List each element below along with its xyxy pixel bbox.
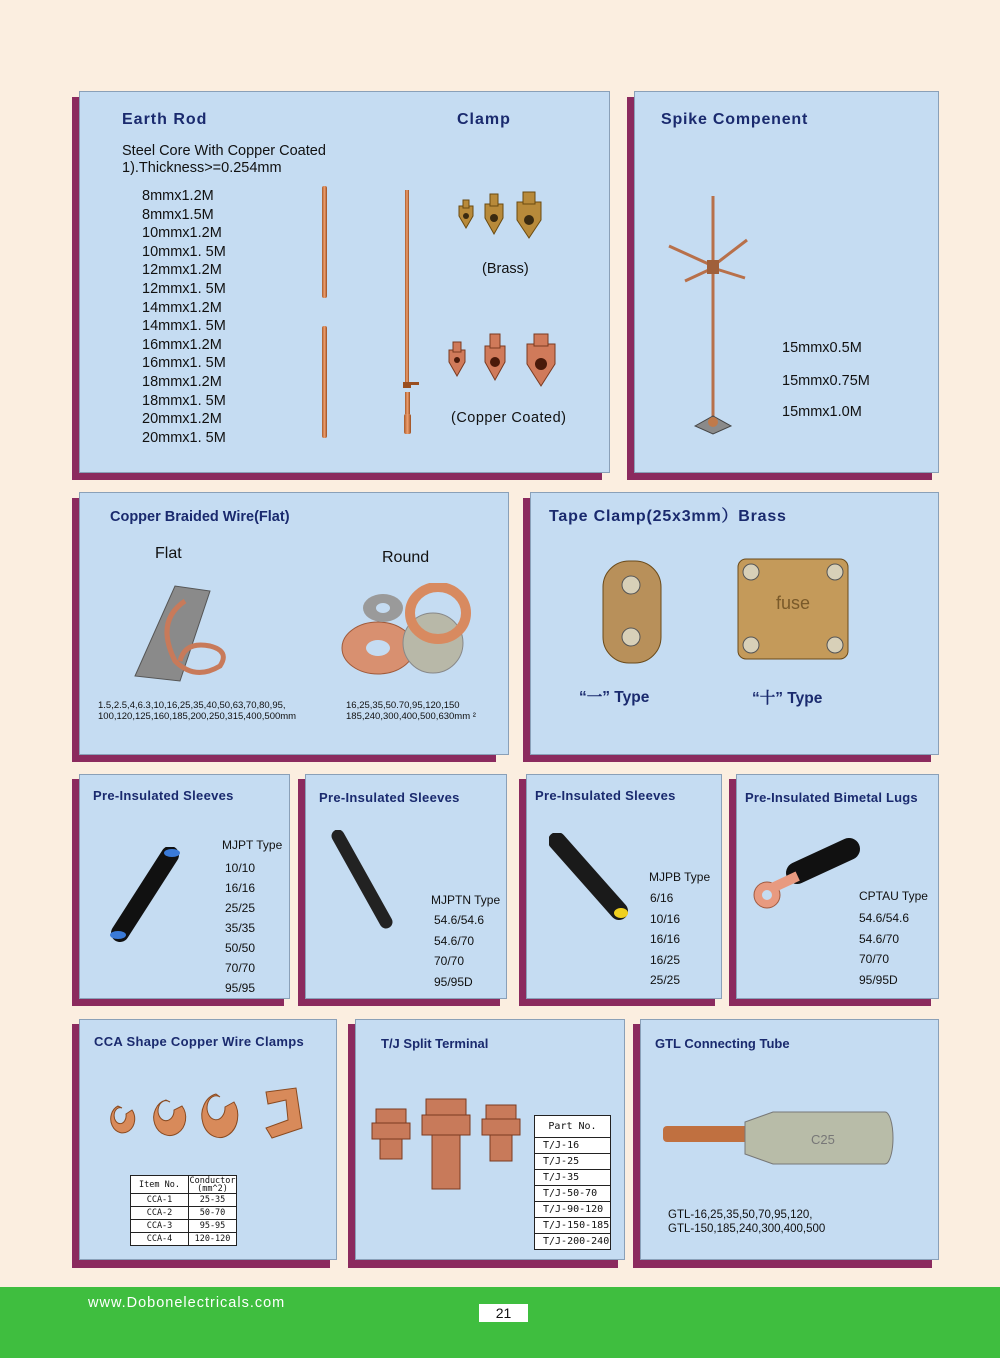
earth-rod-size: 12mmx1. 5M: [142, 280, 226, 297]
table-row: [535, 1186, 611, 1202]
cca-title: CCA Shape Copper Wire Clamps: [94, 1034, 305, 1049]
tape-clamp-title: Tape Clamp(25x3mm）Brass: [549, 508, 787, 525]
sleeve-size: 35/35: [225, 921, 256, 935]
cca-conductor: 120-120: [189, 1233, 237, 1246]
sleeve-size: 16/16: [225, 881, 256, 895]
table-row: [535, 1170, 611, 1186]
one-type-clamp-image: [601, 557, 665, 667]
tj-part: T/J-90-120: [535, 1202, 611, 1218]
cca-table: [130, 1175, 237, 1246]
one-type-label: “一” Type: [579, 689, 650, 706]
spike-size: 15mmx1.0M: [782, 404, 862, 420]
table-row: [535, 1218, 611, 1234]
earth-rod-size: 20mmx1. 5M: [142, 429, 226, 446]
earth-rod-size: 8mmx1.2M: [142, 188, 214, 204]
earth-rod-image: [310, 184, 430, 444]
flat-label: Flat: [155, 545, 182, 562]
sleeve-size-list: [650, 888, 680, 991]
spike-title: Spike Compenent: [661, 111, 809, 128]
website-link[interactable]: www.Dobonelectricals.com: [88, 1295, 286, 1311]
tape-clamp-panel: [530, 492, 939, 755]
table-row: [131, 1220, 237, 1233]
gtl-title: GTL Connecting Tube: [655, 1036, 790, 1051]
table-row: [535, 1202, 611, 1218]
tj-part: T/J-35: [535, 1170, 611, 1186]
round-braid-image: [338, 583, 478, 683]
sleeve-type: MJPB Type: [649, 870, 711, 884]
earth-rod-panel: [79, 91, 610, 473]
braided-wire-panel: [79, 492, 509, 755]
spike-panel: [634, 91, 939, 473]
round-sizes: 16,25,35,50.70,95,120,150: [346, 700, 460, 711]
flat-sizes: 100,120,125,160,185,200,250,315,400,500mm: [98, 711, 297, 722]
gtl-sizes: GTL-16,25,35,50,70,95,120,: [668, 1209, 813, 1221]
sleeves-title: Pre-Insulated Sleeves: [319, 790, 460, 805]
clamp-title: Clamp: [457, 111, 511, 128]
cca-head-conductor-label: Conductor: [189, 1175, 236, 1186]
tj-terminal-image: [370, 1095, 530, 1195]
table-row: [535, 1234, 611, 1250]
cca-head-conductor: [189, 1176, 237, 1194]
lug-size: 54.6/54.6: [859, 911, 910, 925]
tj-head: Part No.: [535, 1116, 611, 1138]
earth-rod-size-list: [142, 187, 226, 447]
cca-head-item: Item No.: [131, 1176, 189, 1194]
round-sizes: 185,240,300,400,500,630mm ²: [346, 711, 476, 722]
sleeve-size: 54.6/70: [434, 933, 475, 948]
sleeve-size: 54.6/54.6: [434, 913, 485, 927]
gtl-mark: C25: [811, 1132, 835, 1147]
cca-item: CCA-4: [131, 1233, 189, 1246]
fuse-logo: fuse: [775, 593, 811, 613]
earth-rod-size: 14mmx1. 5M: [142, 318, 226, 335]
lug-size: 70/70: [859, 952, 890, 966]
lugs-title: Pre-Insulated Bimetal Lugs: [745, 790, 918, 805]
mjpt-sleeve-image: [108, 847, 184, 942]
spike-size: 15mmx0.5M: [782, 340, 862, 356]
sleeves-title: Pre-Insulated Sleeves: [535, 788, 676, 803]
earth-rod-size: 12mmx1.2M: [142, 262, 222, 279]
gtl-sizes: GTL-150,185,240,300,400,500: [668, 1223, 826, 1235]
flat-braid-image: [125, 581, 235, 691]
earth-rod-size: 20mmx1.2M: [142, 411, 222, 428]
mjpb-sleeve-image: [549, 833, 629, 923]
tj-split-terminal-panel: [355, 1019, 625, 1260]
cca-clamps-panel: [79, 1019, 337, 1260]
table-row: [131, 1194, 237, 1207]
sleeve-size: 10/10: [225, 861, 256, 875]
sleeves-mjptn-panel: [305, 774, 507, 999]
lug-size: 54.6/70: [859, 931, 900, 946]
earth-rod-size: 18mmx1. 5M: [142, 392, 226, 409]
gtl-tube-image: [661, 1106, 901, 1168]
sleeve-size: 10/16: [650, 911, 681, 926]
flat-sizes: 1.5,2.5,4,6.3,10,16,25,35,40,50,63,70,80,95,: [98, 700, 286, 711]
earth-rod-desc: Steel Core With Copper Coated: [122, 143, 326, 159]
footer-bar: [0, 1287, 1000, 1358]
sleeve-size: 16/25: [650, 952, 681, 967]
page-number: 21: [479, 1304, 528, 1322]
earth-rod-size: 10mmx1.2M: [142, 225, 222, 242]
table-row: [535, 1138, 611, 1154]
copper-clamp-image: [445, 332, 565, 394]
tj-part: T/J-25: [535, 1154, 611, 1170]
brass-clamp-image: [455, 190, 565, 242]
sleeve-size: 25/25: [650, 973, 681, 987]
braided-title: Copper Braided Wire(Flat): [110, 509, 290, 525]
sleeves-mjpt-panel: [79, 774, 290, 999]
earth-rod-thickness: 1).Thickness>=0.254mm: [122, 160, 282, 176]
cross-type-clamp-image: [736, 557, 851, 662]
cross-type-label: “十” Type: [752, 690, 823, 707]
earth-rod-size: 16mmx1. 5M: [142, 355, 226, 372]
table-row: [131, 1233, 237, 1246]
earth-rod-size: 14mmx1.2M: [142, 299, 222, 316]
sleeve-type: MJPTN Type: [431, 893, 501, 907]
tj-part: T/J-16: [535, 1138, 611, 1154]
brass-label: (Brass): [482, 261, 529, 277]
table-row: [535, 1154, 611, 1170]
sleeve-size-list: [225, 858, 255, 998]
sleeve-size: 95/95D: [434, 974, 473, 989]
sleeve-type: MJPT Type: [222, 838, 283, 852]
bimetal-lugs-panel: [736, 774, 939, 999]
lug-type: CPTAU Type: [859, 889, 928, 903]
spike-image: [663, 196, 783, 446]
tj-title: T/J Split Terminal: [381, 1036, 489, 1051]
cca-conductor: 95-95: [189, 1220, 237, 1233]
table-row: [131, 1207, 237, 1220]
cca-item: CCA-2: [131, 1207, 189, 1220]
sleeve-size-list: [434, 910, 484, 992]
sleeves-mjpb-panel: [526, 774, 722, 999]
tj-part: T/J-200-240: [535, 1234, 611, 1250]
cca-conductor: 25-35: [189, 1194, 237, 1207]
sleeve-size: 50/50: [225, 941, 256, 955]
cca-conductor: 50-70: [189, 1207, 237, 1220]
earth-rod-title: Earth Rod: [122, 111, 208, 128]
bimetal-lug-image: [749, 833, 869, 915]
earth-rod-size: 16mmx1.2M: [142, 336, 222, 353]
earth-rod-size: 10mmx1. 5M: [142, 243, 226, 260]
round-label: Round: [382, 549, 430, 566]
tj-table: [534, 1115, 611, 1250]
lug-size-list: [859, 908, 909, 990]
sleeve-size: 95/95: [225, 981, 256, 995]
lug-size: 95/95D: [859, 972, 898, 987]
cca-item: CCA-3: [131, 1220, 189, 1233]
sleeve-size: 16/16: [650, 932, 681, 946]
spike-size: 15mmx0.75M: [782, 373, 870, 389]
cca-clamp-image: [104, 1086, 314, 1148]
sleeve-size: 70/70: [225, 961, 256, 975]
sleeves-title: Pre-Insulated Sleeves: [93, 788, 234, 803]
tj-part: T/J-50-70: [535, 1186, 611, 1202]
earth-rod-size: 18mmx1.2M: [142, 373, 222, 390]
mjptn-sleeve-image: [328, 830, 398, 930]
sleeve-size: 6/16: [650, 891, 674, 905]
cca-item: CCA-1: [131, 1194, 189, 1207]
copper-coated-label: (Copper Coated): [451, 410, 567, 426]
earth-rod-size: 8mmx1.5M: [142, 206, 214, 223]
tj-part: T/J-150-185: [535, 1218, 611, 1234]
cca-head-conductor-unit: (mm^2): [197, 1183, 228, 1194]
sleeve-size: 70/70: [434, 954, 465, 968]
gtl-tube-panel: [640, 1019, 939, 1260]
sleeve-size: 25/25: [225, 901, 256, 915]
